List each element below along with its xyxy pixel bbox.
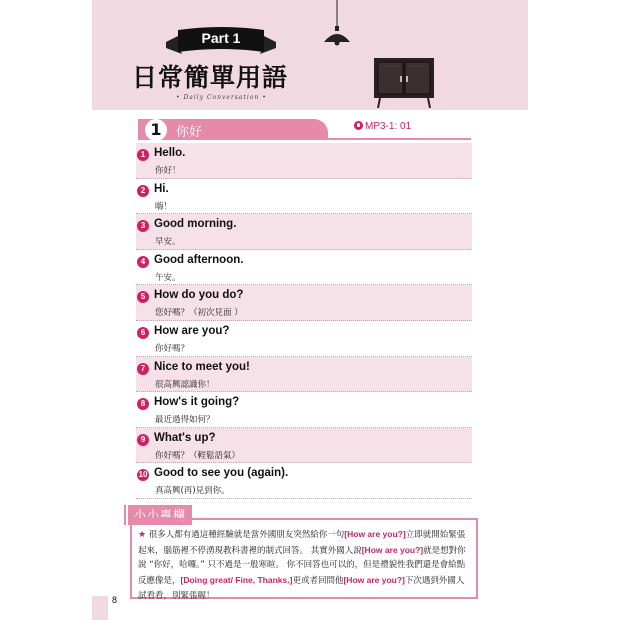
page-subtitle: • Daily Conversation • (176, 94, 267, 101)
column-text: 就是想對你說 “你好，哈囉。” 只不過是一般寒暄。 你不回答也可以的，但是禮貌性我們還是會給點反應像是， (138, 545, 466, 587)
page-corner-mark (92, 596, 108, 620)
page-number: 8 (112, 595, 118, 605)
phrase-chinese: 你好嗎？ (155, 343, 190, 354)
part-label: Part 1 (201, 30, 241, 46)
phrase-item (136, 143, 472, 179)
section-title: 你好 (176, 125, 203, 140)
phrase-english: How are you? (154, 324, 230, 337)
cabinet-icon (372, 56, 436, 108)
phrase-item (136, 392, 472, 428)
phrase-english: Good morning. (154, 218, 237, 231)
phrase-number: 3 (137, 220, 149, 232)
audio-track-label[interactable] (354, 121, 411, 132)
phrase-chinese: 最近過得如何？ (155, 415, 215, 426)
phrase-english: Hi. (154, 182, 169, 195)
column-text: 更或者回問他 (292, 576, 344, 587)
phrase-item (136, 357, 472, 393)
page-title: 日常簡單用語 (132, 63, 289, 92)
phrase-chinese: 你好嗎？（輕鬆語氣） (155, 450, 241, 461)
phrase-list (136, 143, 472, 499)
phrase-chinese: 嗨！ (155, 201, 173, 212)
phrase-english: Good afternoon. (154, 253, 244, 266)
column-highlight: [How are you?] (344, 529, 406, 539)
phrase-chinese: 你好！ (155, 166, 181, 176)
phrase-number: 5 (137, 291, 149, 303)
phrase-english: Hello. (154, 147, 186, 159)
phrase-chinese: 午安。 (155, 272, 181, 283)
book-page (92, 0, 528, 620)
column-text: 下次遇到外國人試看看，別緊張喔！ (138, 576, 465, 601)
audio-track-text: MP3-1: 01 (365, 121, 412, 132)
phrase-chinese: 您好嗎？（初次見面 ） (155, 308, 243, 319)
phrase-number: 10 (138, 470, 148, 480)
column-highlight: [How are you?] (361, 544, 424, 555)
phrase-item (136, 179, 472, 215)
phrase-item (136, 321, 472, 357)
section-number: 1 (145, 119, 167, 141)
phrase-item (136, 463, 472, 499)
phrase-number: 6 (137, 327, 149, 339)
phrase-chinese: 很高興認識你！ (155, 379, 215, 390)
phrase-chinese: 早安。 (155, 237, 181, 248)
phrase-number: 2 (137, 185, 149, 197)
column-title: 小小專欄 (128, 505, 192, 525)
phrase-number: 1 (137, 149, 149, 161)
phrase-number: 8 (137, 398, 149, 410)
phrase-chinese: 真高興(再)見到你。 (155, 486, 230, 497)
column-highlight: [How are you?] (343, 575, 405, 586)
phrase-item (136, 428, 472, 464)
star-icon: ★ (138, 530, 147, 540)
column-box (130, 518, 478, 599)
audio-disc-icon (354, 121, 363, 130)
phrase-item (136, 214, 472, 250)
phrase-number: 4 (137, 256, 149, 268)
column-text: 很多人都有過這種經驗就是當外國朋友突然給你一句 (148, 530, 345, 540)
pendant-lamp-icon (319, 0, 355, 46)
phrase-english: Good to see you (again). (154, 467, 289, 480)
phrase-english: Nice to meet you! (154, 360, 250, 373)
phrase-number: 9 (137, 434, 149, 446)
phrase-english: How do you do? (154, 289, 244, 302)
page-header (92, 0, 528, 110)
phrase-item (136, 250, 472, 286)
column-highlight: [Doing great/ Fine, Thanks.] (180, 575, 293, 586)
phrase-number: 7 (137, 363, 149, 375)
phrase-english: How's it going? (154, 396, 240, 409)
column-text: 立即就開始緊張起來，腦筋裡不停湧現教科書裡的制式回答。 其實外國人說 (138, 530, 466, 556)
phrase-english: What's up? (154, 431, 216, 444)
phrase-item (136, 285, 472, 321)
